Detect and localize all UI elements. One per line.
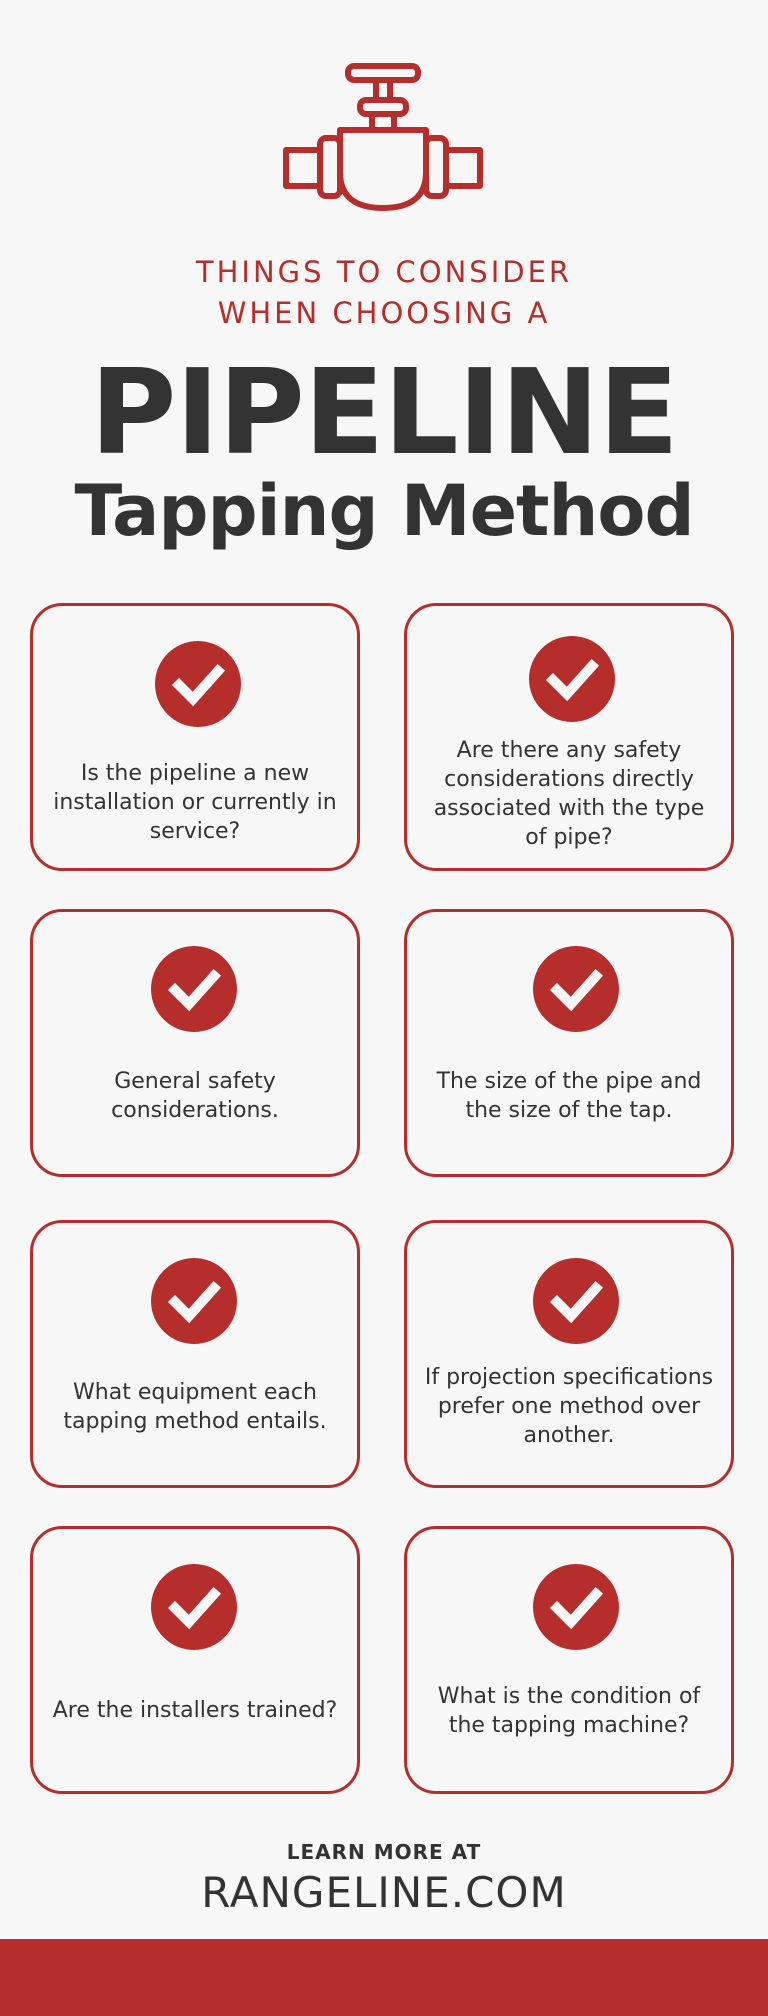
learn-more-label: LEARN MORE AT [286, 1840, 482, 1864]
pipeline-valve-icon [280, 60, 486, 215]
consideration-card [30, 909, 360, 1177]
subtitle-line-1: THINGS TO CONSIDER [195, 255, 573, 289]
checkmark-icon [533, 1564, 619, 1650]
card-text: Is the pipeline a new installation or currently in service? [53, 761, 337, 844]
page-title: PIPELINE [90, 343, 678, 481]
consideration-card [404, 1220, 734, 1488]
card-text: If projection specifications prefer one method over another. [424, 1365, 714, 1448]
consideration-card [404, 909, 734, 1177]
card-text: Are there any safety considerations directly associated with the type of pipe? [433, 738, 705, 850]
subtitle-line-2: WHEN CHOOSING A [217, 296, 551, 330]
consideration-card [30, 1220, 360, 1488]
checkmark-icon [529, 636, 615, 722]
consideration-card [404, 603, 734, 871]
card-text: The size of the pipe and the size of the tap. [436, 1069, 702, 1123]
checkmark-icon [533, 946, 619, 1032]
card-text: General safety considerations. [111, 1069, 279, 1123]
page-title-sub: Tapping Method [74, 470, 694, 552]
card-text: Are the installers trained? [52, 1698, 338, 1723]
checkmark-icon [155, 641, 241, 727]
checkmark-icon [151, 946, 237, 1032]
checkmark-icon [151, 1564, 237, 1650]
consideration-card [30, 1526, 360, 1794]
card-text: What is the condition of the tapping machine? [437, 1684, 701, 1738]
checkmark-icon [533, 1258, 619, 1344]
footer-bar [0, 1939, 768, 2016]
checkmark-icon [151, 1258, 237, 1344]
consideration-card [30, 603, 360, 871]
consideration-card [404, 1526, 734, 1794]
card-text: What equipment each tapping method entails. [63, 1380, 327, 1434]
subtitle [0, 252, 768, 334]
website-link[interactable]: RANGELINE.COM [201, 1868, 567, 1917]
